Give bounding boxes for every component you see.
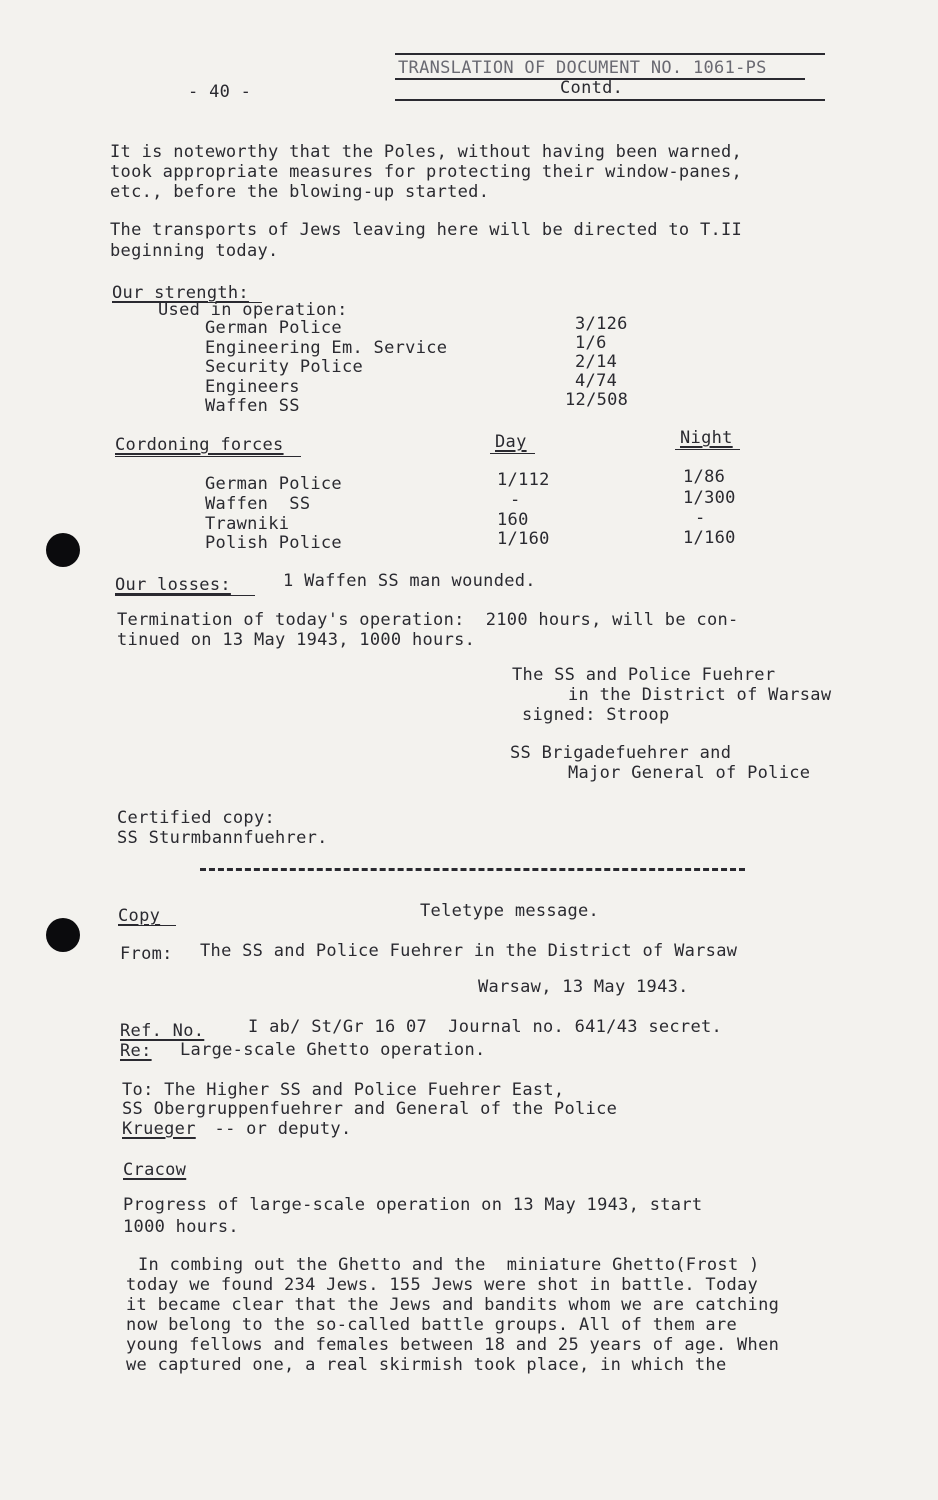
strength-heading: Our strength: [112,283,249,303]
body-line: now belong to the so-called battle groups. All of them are [126,1315,738,1335]
cordoning-row-label: German Police [205,474,342,494]
strength-row-label: Engineering Em. Service [205,338,448,358]
strength-row-value: 2/14 [575,352,618,372]
cordoning-row-label: Trawniki [205,514,290,534]
progress-line-2: 1000 hours. [123,1217,239,1237]
cordoning-row-day: 160 [497,510,529,530]
intro-line-2: took appropriate measures for protecting their window-panes, [110,162,743,182]
strength-row-value: 4/74 [575,371,618,391]
losses-rule [115,595,255,596]
signature-line-3: signed: Stroop [522,705,670,725]
cordoning-row-night: 1/300 [683,488,736,508]
column-header-night: Night [680,428,733,448]
day-header-rule [490,453,535,454]
re-label: Re: [120,1041,152,1061]
from-label: From: [120,944,173,964]
header-rule-bottom [395,99,825,101]
punch-hole-upper [46,533,80,567]
losses-label: Our losses: [115,575,231,595]
strength-row-value: 1/6 [575,333,607,353]
intro-line-3: etc., before the blowing-up started. [110,182,490,202]
column-header-day: Day [495,432,527,452]
cordoning-row-night: - [695,508,706,528]
to-name: Krueger [122,1119,196,1139]
ref-text: I ab/ St/Gr 16 07 Journal no. 641/43 secret. [248,1017,723,1037]
progress-line-1: Progress of large-scale operation on 13 May 1943, start [123,1195,703,1215]
ref-label: Ref. No. [120,1021,205,1041]
intro-line-1: It is noteworthy that the Poles, without having been warned, [110,142,743,162]
cordoning-row-day: 1/112 [497,470,550,490]
cordoning-heading: Cordoning forces [115,435,284,455]
losses-text: 1 Waffen SS man wounded. [283,571,536,591]
cordoning-row-label: Polish Police [205,533,342,553]
cordoning-row-day: - [510,490,521,510]
copy-label: Copy [118,906,161,926]
strength-row-value: 3/126 [575,314,628,334]
teletype-title: Teletype message. [420,901,600,921]
copy-label-rule [118,925,176,926]
document-reference: TRANSLATION OF DOCUMENT NO. 1061-PS [398,58,767,78]
body-line: we captured one, a real skirmish took place, in which the [126,1355,727,1375]
cordoning-row-label: Waffen SS [205,494,311,514]
termination-line-2: tinued on 13 May 1943, 1000 hours. [117,630,476,650]
signature-line-1: The SS and Police Fuehrer [512,665,776,685]
to-line-1: To: The Higher SS and Police Fuehrer East, [122,1080,565,1100]
strength-row-label: Security Police [205,357,364,377]
section-divider [200,868,745,871]
re-text: Large-scale Ghetto operation. [180,1040,486,1060]
cordoning-row-night: 1/86 [683,467,726,487]
from-text: The SS and Police Fuehrer in the District of Warsaw [200,941,738,961]
signature-line-2: in the District of Warsaw [568,685,832,705]
body-line: In combing out the Ghetto and the miniature Ghetto(Frost ) [138,1255,760,1275]
body-line: it became clear that the Jews and bandits whom we are catching [126,1295,780,1315]
place-date: Warsaw, 13 May 1943. [478,977,689,997]
to-line-3-rest: -- or deputy. [204,1119,352,1139]
termination-line-1: Termination of today's operation: 2100 hours, will be con- [117,610,739,630]
transport-line-2: beginning today. [110,241,279,261]
strength-row-value: 12/508 [565,390,629,410]
cordoning-row-night: 1/160 [683,528,736,548]
strength-subheading: Used in operation: [158,300,348,320]
strength-row-label: Engineers [205,377,300,397]
night-header-rule [675,449,740,450]
page-number: - 40 - [188,82,252,102]
body-line: today we found 234 Jews. 155 Jews were shot in battle. Today [126,1275,759,1295]
contd-label: Contd. [560,78,624,98]
city-label: Cracow [123,1160,187,1180]
certified-copy-line-2: SS Sturmbannfuehrer. [117,828,328,848]
to-line-2: SS Obergruppenfuehrer and General of the Police [122,1099,618,1119]
cordoning-row-day: 1/160 [497,529,550,549]
header-rule-top [395,53,825,55]
strength-row-label: German Police [205,318,342,338]
cordoning-header-rule [115,456,301,457]
body-line: young fellows and females between 18 and 25 years of age. When [126,1335,780,1355]
certified-copy-line-1: Certified copy: [117,808,276,828]
punch-hole-lower [46,918,80,952]
strength-row-label: Waffen SS [205,396,300,416]
signature-line-5: Major General of Police [568,763,811,783]
signature-line-4: SS Brigadefuehrer and [510,743,732,763]
transport-line-1: The transports of Jews leaving here will be directed to T.II [110,220,743,240]
